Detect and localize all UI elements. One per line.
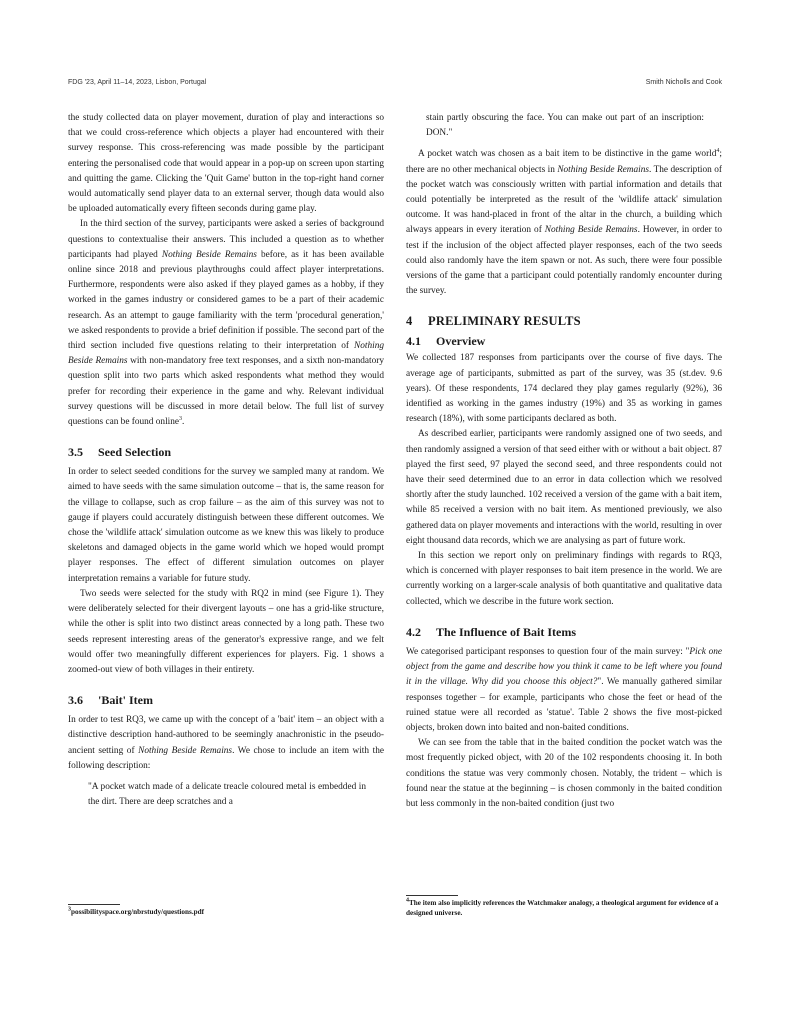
conference-info: FDG '23, April 11–14, 2023, Lisbon, Portugal <box>68 79 207 86</box>
footnote-4: $^4$The item also implicitly references the Watchmaker analogy, a theological argument for evidence of a designed universe. <box>406 895 722 918</box>
paragraph: In the third section of the survey, participants were asked a series of background questions to contextualise their answers. This included a question as to whether participants had played Nothing Beside Remains before, as it has been available online since 2018 and previous playthroughs could affect player interpretations. Furthermore, respondents were also asked if they played games as a hobby, if they worked in the games industry or considered games to be a part of their academic research. As an attempt to gauge familiarity with the term 'procedural generation,' we asked respondents to provide a brief definition if possible. The second part of the third section included five questions relating to their interpretation of Nothing Beside Remains with non-mandatory free text responses, and a sixth non-mandatory question split into two parts which asked respondents what method they would prefer for recording their experience in the game and why. Relevant individual survey questions will be discussed in more detail below. The full list of survey questions can be found online$^3$. <box>68 219 385 428</box>
paragraph: In order to test RQ3, we came up with the concept of a 'bait' item – an object with a distinctive description hand-authored to be seemingly anachronistic in the pseudo-ancient setting of Nothing Beside Remains. We chose to include an item with the following description: <box>68 715 384 771</box>
footnote-rule <box>406 895 458 896</box>
paragraph: In order to select seeded conditions for the survey we sampled many at random. We aimed to have seeds with the same simulation outcome – that is, the same reason for the village to collapse, such as crop failure – as the aim of this survey was not to gauge if players could accurately distinguish between these different outcomes. We chose the 'wildlife attack' simulation outcome as we knew this was likely to produce skeletons and damaged objects in the game world which we hoped would prompt player responses. The effect of different simulation outcomes on player interpretation remains a variable for future study. <box>68 467 384 584</box>
subsection-heading: 4.2 The Influence of Bait Items <box>406 624 576 639</box>
paragraph: We collected 187 responses from participants over the course of five days. The average age of participants, submitted as part of the survey, was 35 (st.dev. 9.6 years). Of these respondents, 174 declared they play games regularly (92%), 36 identified as working in the games industry (19%) and 35 as working in games research (18%), with some participants declared as both. <box>406 353 722 425</box>
right-column <box>406 111 722 812</box>
authors-short: Smith Nicholls and Cook <box>645 79 722 86</box>
footnote-ref[interactable]: 4 <box>716 148 720 155</box>
footnote-3: $^3$possibilityspace.org/nbrstudy/questions.pdf <box>68 904 384 918</box>
paragraph: We can see from the table that in the baited condition the pocket watch was the most frequently picked object, with 20 of the 102 respondents choosing it. In both conditions the statue was very commonly chosen. Notably, the trident – which is found near the statue at the beginning – is chosen commonly in the baited condition but less commonly in the non-baited condition (just two <box>406 738 722 809</box>
block-quote: stain partly obscuring the face. You can make out part of an inscription: DON." <box>426 113 704 139</box>
paragraph: In this section we report only on preliminary findings with regards to RQ3, which is concerned with player responses to bait item presence in the world. We are currently working on a larger-scale analysis of both quantitative and qualitative data collected, which we describe in the future work section. <box>406 551 722 607</box>
paragraph: A pocket watch was chosen as a bait item to be distinctive in the game world$^4$; there are no other mechanical objects in Nothing Beside Remains. The description of the pocket watch was consciously written with partial information and details that could potentially be interpreted as the result of the 'wildlife attack' simulation outcome. It was hand-placed in front of the altar in the church, a building which always appears in every iteration of Nothing Beside Remains. However, in order to test if the inclusion of the object affected player responses, each of the two seeds could also randomly have the item spawn or not. As such, there were four possible versions of the game that a participant could potentially randomly encounter during the survey. <box>406 148 722 297</box>
paragraph: the study collected data on player movement, duration of play and interactions so that we could cross-reference which objects a player had encountered with their survey response. This cross-referencing was made possible by the participant entering the personalised code that would appear in a pop-up on screen upon starting and quitting the game. Clicking the 'Quit Game' button in the top-right hand corner would automatically send player data to an external server, though data would also be uploaded automatically every fifteen seconds during game play. <box>68 113 384 215</box>
footnote-rule <box>68 904 120 905</box>
paragraph: Two seeds were selected for the study with RQ2 in mind (see Figure 1). They were deliberately selected for their divergent layouts – one has a grid-like structure, while the other is split into two distinct areas connected by a long path. These two seeds represent interesting areas of the generator's expressive range, and we felt would offer two meaningfully different experiences for players. Fig. 1 shows a zoomed-out view of both villages in their entirety. <box>68 588 384 675</box>
section-heading: 4 PRELIMINARY RESULTS <box>406 314 581 329</box>
footnote-link[interactable]: possibilityspace.org/nbrstudy/questions.pdf <box>71 908 205 916</box>
paragraph: As described earlier, participants were randomly assigned one of two seeds, and then randomly assigned a version of that seed either with or without a bait object. 87 played the first seed, 97 played the second seed, and three respondents could not have their seed determined due to an error in data collection which we resolved shortly after the study launched. 102 received a version of the game with a bait item, while 85 received a version with no bait item. As mentioned previously, we also gathered data on player movements and interactions with the world, resulting in over eight thousand data records, which we are analysing as part of future work. <box>406 429 722 546</box>
subsection-heading: 4.1 Overview <box>406 334 486 349</box>
block-quote: "A pocket watch made of a delicate treacle coloured metal is embedded in the dirt. There are deep scratches and a <box>88 781 366 808</box>
left-column <box>68 111 384 810</box>
section-heading: 3.6 'Bait' Item <box>68 693 153 708</box>
section-heading: 3.5 Seed Selection <box>68 445 171 460</box>
paragraph: We categorised participant responses to question four of the main survey: "Pick one object from the game and describe how you think it came to be left where you found it in the village. Why did you choose this object?". We manually gathered similar responses together – for example, participants who chose the feet or head of the ruined statue were all recorded as 'statue'. Table 2 shows the five most-picked objects, broken down into baited and non-baited conditions. <box>406 646 722 733</box>
footnote-ref[interactable]: 3 <box>179 415 183 422</box>
